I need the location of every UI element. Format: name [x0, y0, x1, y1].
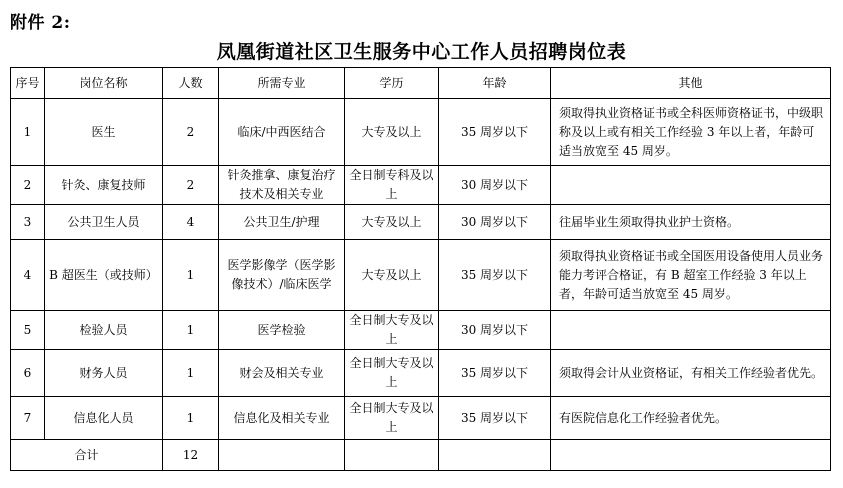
- cell-count: 4: [163, 205, 219, 240]
- cell-major: 公共卫生/护理: [219, 205, 345, 240]
- cell-education: 全日制专科及以上: [345, 166, 439, 205]
- cell-seq: 5: [11, 311, 45, 350]
- total-empty-age: [439, 440, 551, 471]
- cell-position: 针灸、康复技师: [45, 166, 163, 205]
- cell-age: 30 周岁以下: [439, 311, 551, 350]
- annex-label: 附件 2:: [10, 13, 71, 33]
- cell-position: 检验人员: [45, 311, 163, 350]
- header-age: 年龄: [439, 68, 551, 99]
- cell-seq: 7: [11, 397, 45, 440]
- total-empty-education: [345, 440, 439, 471]
- cell-other: 往届毕业生须取得执业护士资格。: [551, 205, 831, 240]
- cell-other: [551, 166, 831, 205]
- table-row: [11, 99, 831, 166]
- cell-major: 医学检验: [219, 311, 345, 350]
- cell-age: 30 周岁以下: [439, 166, 551, 205]
- total-label: 合计: [11, 440, 163, 471]
- total-empty-other: [551, 440, 831, 471]
- cell-education: 全日制大专及以上: [345, 311, 439, 350]
- cell-education: 大专及以上: [345, 99, 439, 166]
- table-row: [11, 166, 831, 205]
- cell-count: 1: [163, 350, 219, 397]
- cell-seq: 4: [11, 240, 45, 311]
- cell-seq: 3: [11, 205, 45, 240]
- cell-count: 1: [163, 397, 219, 440]
- cell-education: 全日制大专及以上: [345, 350, 439, 397]
- cell-seq: 2: [11, 166, 45, 205]
- table-row: [11, 350, 831, 397]
- header-row: [11, 68, 831, 99]
- cell-major: 针灸推拿、康复治疗技术及相关专业: [219, 166, 345, 205]
- header-position: 岗位名称: [45, 68, 163, 99]
- cell-other: 须取得执业资格证书或全国医用设备使用人员业务能力考评合格证，有 B 超室工作经验 3 年以上者，年龄可适当放宽至 45 周岁。: [551, 240, 831, 311]
- cell-other: 须取得执业资格证书或全科医师资格证书，中级职称及以上或有相关工作经验 3 年以上者，年龄可适当放宽至 45 周岁。: [551, 99, 831, 166]
- header-other: 其他: [551, 68, 831, 99]
- table-row: [11, 205, 831, 240]
- total-count: 12: [163, 440, 219, 471]
- cell-position: 财务人员: [45, 350, 163, 397]
- cell-position: 信息化人员: [45, 397, 163, 440]
- cell-age: 35 周岁以下: [439, 240, 551, 311]
- cell-other: [551, 311, 831, 350]
- header-seq: 序号: [11, 68, 45, 99]
- cell-count: 2: [163, 99, 219, 166]
- document-title: 凤凰街道社区卫生服务中心工作人员招聘岗位表: [216, 41, 627, 63]
- table-row: [11, 240, 831, 311]
- cell-seq: 6: [11, 350, 45, 397]
- cell-position: 医生: [45, 99, 163, 166]
- cell-education: 大专及以上: [345, 205, 439, 240]
- cell-education: 全日制大专及以上: [345, 397, 439, 440]
- total-row: [11, 440, 831, 471]
- header-count: 人数: [163, 68, 219, 99]
- cell-age: 30 周岁以下: [439, 205, 551, 240]
- cell-other: 须取得会计从业资格证，有相关工作经验者优先。: [551, 350, 831, 397]
- cell-seq: 1: [11, 99, 45, 166]
- cell-major: 医学影像学（医学影像技术）/临床医学: [219, 240, 345, 311]
- cell-major: 临床/中西医结合: [219, 99, 345, 166]
- cell-position: B 超医生（或技师）: [45, 240, 163, 311]
- cell-age: 35 周岁以下: [439, 350, 551, 397]
- cell-major: 财会及相关专业: [219, 350, 345, 397]
- header-major: 所需专业: [219, 68, 345, 99]
- header-education: 学历: [345, 68, 439, 99]
- table-row: [11, 311, 831, 350]
- cell-position: 公共卫生人员: [45, 205, 163, 240]
- cell-other: 有医院信息化工作经验者优先。: [551, 397, 831, 440]
- cell-major: 信息化及相关专业: [219, 397, 345, 440]
- cell-count: 2: [163, 166, 219, 205]
- total-empty-major: [219, 440, 345, 471]
- cell-age: 35 周岁以下: [439, 397, 551, 440]
- table-row: [11, 397, 831, 440]
- cell-age: 35 周岁以下: [439, 99, 551, 166]
- cell-count: 1: [163, 311, 219, 350]
- recruitment-table: [10, 67, 831, 471]
- cell-education: 大专及以上: [345, 240, 439, 311]
- cell-count: 1: [163, 240, 219, 311]
